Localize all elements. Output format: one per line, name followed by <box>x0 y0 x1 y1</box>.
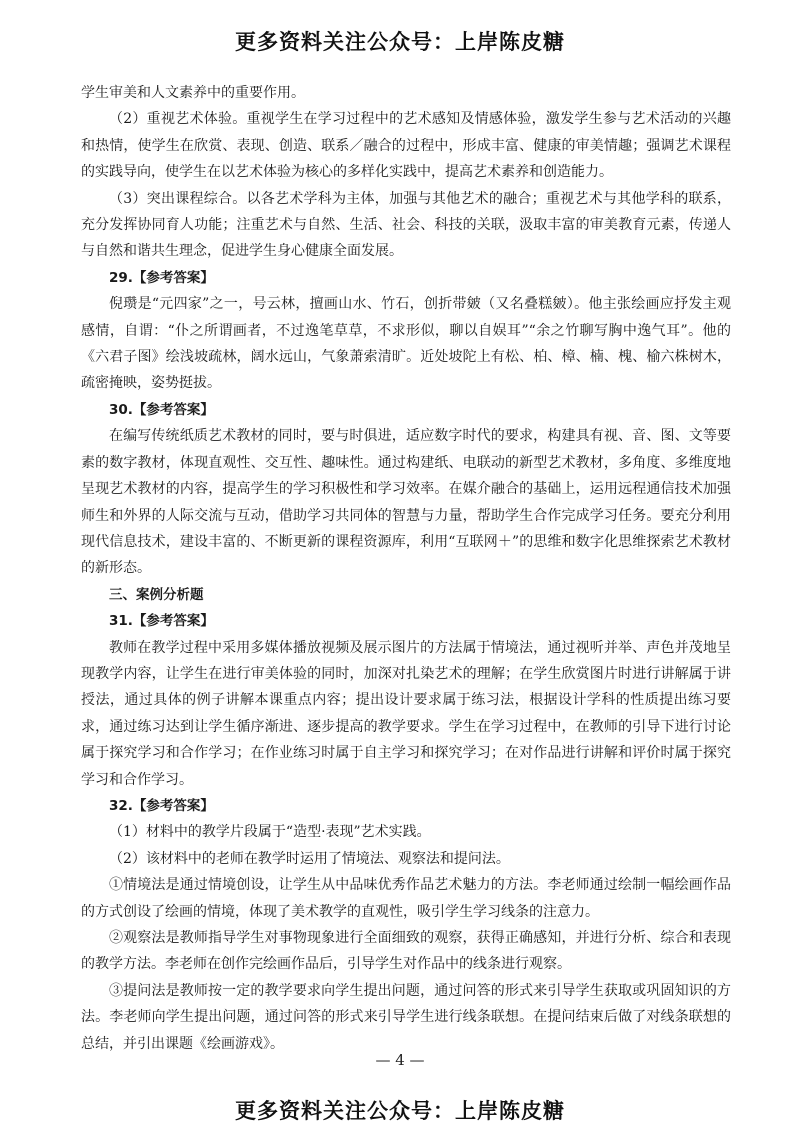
paragraph: 教师在教学过程中采用多媒体播放视频及展示图片的方法属于情境法，通过视听并举、声色并茂地呈现教学内容，让学生在进行审美体验的同时，加深对扎染艺术的理解；在学生欣赏图片时进行讲解属于讲授法，通过具体的例子讲解本课重点内容；提出设计要求属于练习法，根据设计学科的性质提出练习要求，通过练习达到让学生循序渐进、逐步提高的教学要求。学生在学习过程中，在教师的引导下进行讨论属于探究学习和合作学习；在作业练习时属于自主学习和探究学习；在对作品进行讲解和评价时属于探究学习和合作学习。 <box>81 639 731 788</box>
top-banner: 更多资料关注公众号：上岸陈皮糖 <box>235 30 565 54</box>
answer-heading-31: 31.【参考答案】 <box>109 613 214 630</box>
answer-heading-29: 29.【参考答案】 <box>109 269 214 286</box>
answer-heading-32: 32.【参考答案】 <box>109 797 214 814</box>
page-number: — 4 — <box>375 1051 425 1069</box>
paragraph: （2）该材料中的老师在教学时运用了情境法、观察法和提问法。 <box>109 850 510 867</box>
document-body <box>81 80 731 1057</box>
answer-heading-30: 30.【参考答案】 <box>109 401 214 418</box>
section-heading: 三、案例分析题 <box>109 586 204 603</box>
paragraph: ①情境法是通过情境创设，让学生从中品味优秀作品艺术魅力的方法。李老师通过绘制一幅绘画作品的方式创设了绘画的情境，体现了美术教学的直观性，吸引学生学习线条的注意力。 <box>81 877 731 920</box>
bottom-banner: 更多资料关注公众号：上岸陈皮糖 <box>235 1099 565 1123</box>
paragraph: 在编写传统纸质艺术教材的同时，要与时俱进，适应数字时代的要求，构建具有视、音、图、文等要素的数字教材，体现直观性、交互性、趣味性。通过构建纸、电联动的新型艺术教材，多角度、多维度地呈现艺术教材的内容，提高学生的学习积极性和学习效率。在媒介融合的基础上，运用远程通信技术加强师生和外界的人际交流与互动，借助学习共同体的智慧与力量，帮助学生合作完成学习任务。要充分利用现代信息技术，建设丰富的、不断更新的课程资源库，利用“互联网＋”的思维和数字化思维探索艺术教材的新形态。 <box>81 428 731 577</box>
paragraph: 倪瓒是“元四家”之一，号云林，擅画山水、竹石，创折带皴（又名叠糕皴）。他主张绘画应抒发主观感情，自谓：“仆之所谓画者，不过逸笔草草，不求形似，聊以自娱耳”“余之竹聊写胸中逸气耳”。他的《六君子图》绘浅坡疏林，阔水远山，气象萧索清旷。近处坡陀上有松、柏、樟、楠、槐、榆六株树木，疏密掩映，姿势挺拔。 <box>81 296 731 392</box>
paragraph: ③提问法是教师按一定的教学要求向学生提出问题，通过问答的形式来引导学生获取或巩固知识的方法。李老师向学生提出问题，通过问答的形式来引导学生进行线条联想。在提问结束后做了对线条联想的总结，并引出课题《绘画游戏》。 <box>81 982 731 1052</box>
paragraph: （3）突出课程综合。以各艺术学科为主体，加强与其他艺术的融合；重视艺术与其他学科的联系，充分发挥协同育人功能；注重艺术与自然、生活、社会、科技的关联，汲取丰富的审美教育元素，传递人与自然和谐共生理念，促进学生身心健康全面发展。 <box>81 190 731 260</box>
paragraph: 学生审美和人文素养中的重要作用。 <box>81 85 305 101</box>
paragraph: （1）材料中的教学片段属于“造型·表现”艺术实践。 <box>109 824 431 841</box>
paragraph: （2）重视艺术体验。重视学生在学习过程中的艺术感知及情感体验，激发学生参与艺术活动的兴趣和热情，使学生在欣赏、表现、创造、联系／融合的过程中，形成丰富、健康的审美情趣；强调艺术课程的实践导向，使学生在以艺术体验为核心的多样化实践中，提高艺术素养和创造能力。 <box>81 111 731 181</box>
paragraph: ②观察法是教师指导学生对事物现象进行全面细致的观察，获得正确感知，并进行分析、综合和表现的教学方法。李老师在创作完绘画作品后，引导学生对作品中的线条进行观察。 <box>81 930 731 973</box>
